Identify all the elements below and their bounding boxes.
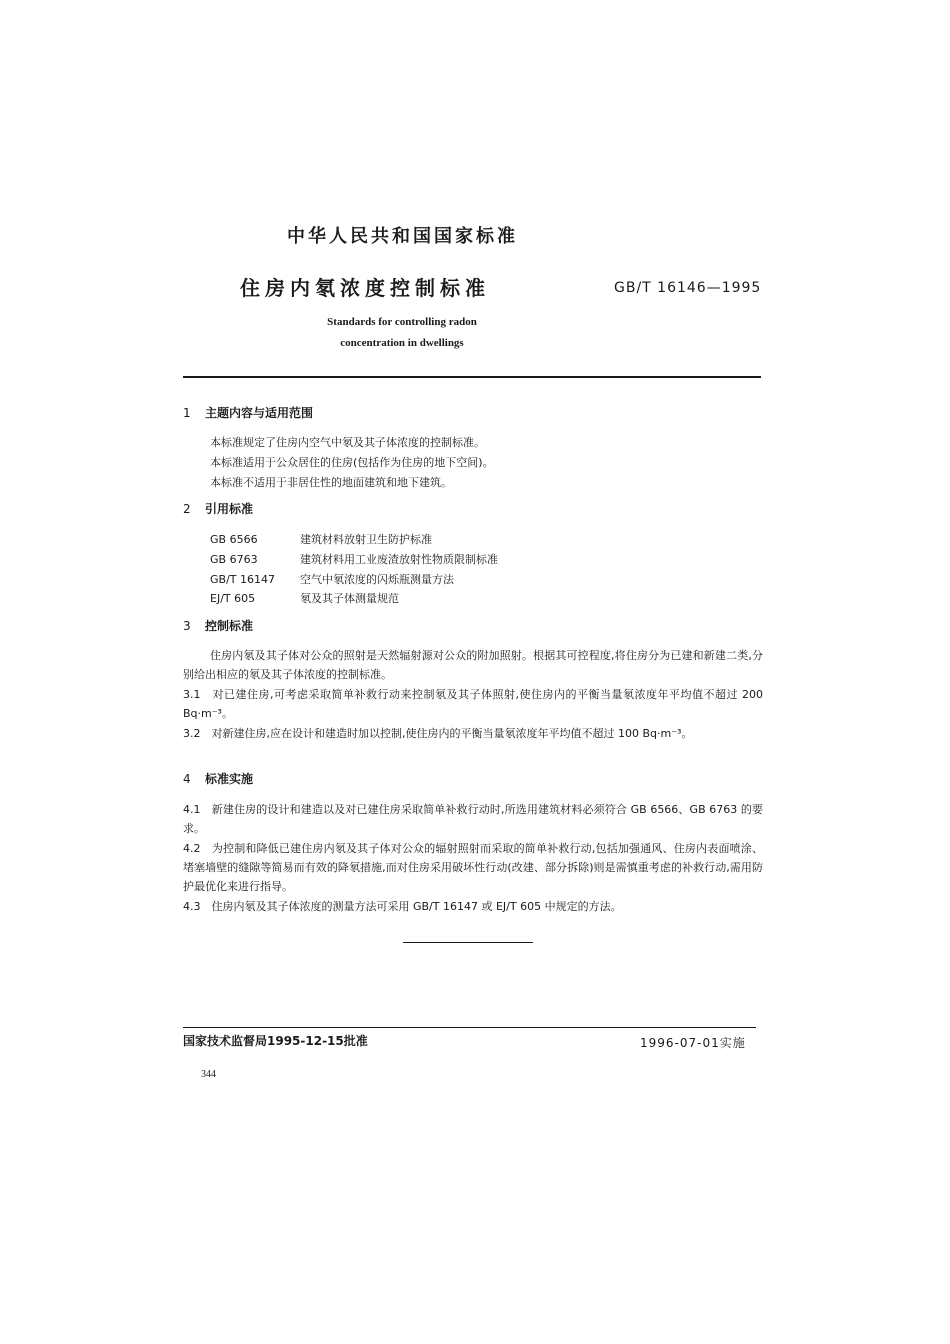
reference-name: 氡及其子体测量规范 bbox=[300, 592, 399, 605]
s3-intro: 住房内氡及其子体对公众的照射是天然辐射源对公众的附加照射。根据其可控程度,将住房分为已建和新建二类,分别给出相应的氡及其子体浓度的控制标准。 bbox=[183, 649, 763, 681]
section-number: 4 bbox=[183, 772, 191, 786]
reference-item bbox=[210, 551, 498, 567]
reference-item bbox=[210, 531, 432, 547]
header-divider bbox=[183, 376, 761, 378]
s4-clause-2: 4.2 为控制和降低已建住房内氡及其子体对公众的辐射照射而采取的简单补救行动,包括加强通风、住房内表面喷涂、堵塞墙壁的缝隙等简易而有效的降氡措施,而对住房采用破坏性行动(改建、部分拆除)则是需慎重考虑的补救行动,需用防护最优化来进行指导。 bbox=[183, 842, 763, 893]
s3-clause-1: 3.1 对已建住房,可考虑采取简单补救行动来控制氡及其子体照射,使住房内的平衡当量氡浓度年平均值不超过 200 Bq·m⁻³。 bbox=[183, 688, 763, 720]
s3-clause-2: 3.2 对新建住房,应在设计和建造时加以控制,使住房内的平衡当量氡浓度年平均值不超过 100 Bq·m⁻³。 bbox=[183, 727, 693, 740]
s4-clause-3: 4.3 住房内氡及其子体浓度的测量方法可采用 GB/T 16147 或 EJ/T 605 中规定的方法。 bbox=[183, 900, 622, 913]
reference-name: 空气中氡浓度的闪烁瓶测量方法 bbox=[300, 573, 454, 586]
page-number: 344 bbox=[201, 1069, 216, 1080]
reference-item bbox=[210, 571, 454, 587]
section-number: 1 bbox=[183, 406, 191, 420]
s1-line-1: 本标准规定了住房内空气中氡及其子体浓度的控制标准。 bbox=[210, 436, 485, 449]
document-title: 住房内氡浓度控制标准 bbox=[240, 276, 490, 300]
s1-line-3: 本标准不适用于非居住性的地面建筑和地下建筑。 bbox=[210, 476, 452, 489]
section-title: 控制标准 bbox=[205, 619, 254, 633]
reference-code: EJ/T 605 bbox=[210, 592, 256, 605]
approval-line: 国家技术监督局1995-12-15批准 bbox=[183, 1034, 368, 1048]
section-title: 主题内容与适用范围 bbox=[205, 406, 314, 420]
section-title: 引用标准 bbox=[205, 502, 254, 516]
s4-clause-1: 4.1 新建住房的设计和建造以及对已建住房采取简单补救行动时,所选用建筑材料必须符合 GB 6566、GB 6763 的要求。 bbox=[183, 803, 763, 835]
section-2-heading bbox=[183, 500, 253, 517]
reference-item bbox=[210, 590, 399, 606]
section-4-heading bbox=[183, 770, 253, 787]
reference-name: 建筑材料用工业废渣放射性物质限制标准 bbox=[300, 553, 498, 566]
reference-code: GB/T 16147 bbox=[210, 573, 275, 586]
section-1-heading bbox=[183, 404, 313, 421]
section-title: 标准实施 bbox=[205, 772, 254, 786]
reference-code: GB 6763 bbox=[210, 553, 258, 566]
reference-code: GB 6566 bbox=[210, 533, 258, 546]
english-title-line-2: concentration in dwellings bbox=[340, 337, 464, 349]
section-3-heading bbox=[183, 617, 253, 634]
english-title-line-1: Standards for controlling radon bbox=[327, 316, 477, 328]
reference-name: 建筑材料放射卫生防护标准 bbox=[300, 533, 432, 546]
issuing-org: 中华人民共和国国家标准 bbox=[287, 226, 518, 247]
section-number: 2 bbox=[183, 502, 191, 516]
footer-divider bbox=[183, 1027, 756, 1028]
standard-code: GB/T 16146—1995 bbox=[614, 280, 762, 296]
effective-date: 1996-07-01实施 bbox=[640, 1036, 746, 1050]
end-divider bbox=[403, 942, 533, 943]
s1-line-2: 本标准适用于公众居住的住房(包括作为住房的地下空间)。 bbox=[210, 456, 494, 469]
section-number: 3 bbox=[183, 619, 191, 633]
english-title bbox=[240, 312, 564, 354]
